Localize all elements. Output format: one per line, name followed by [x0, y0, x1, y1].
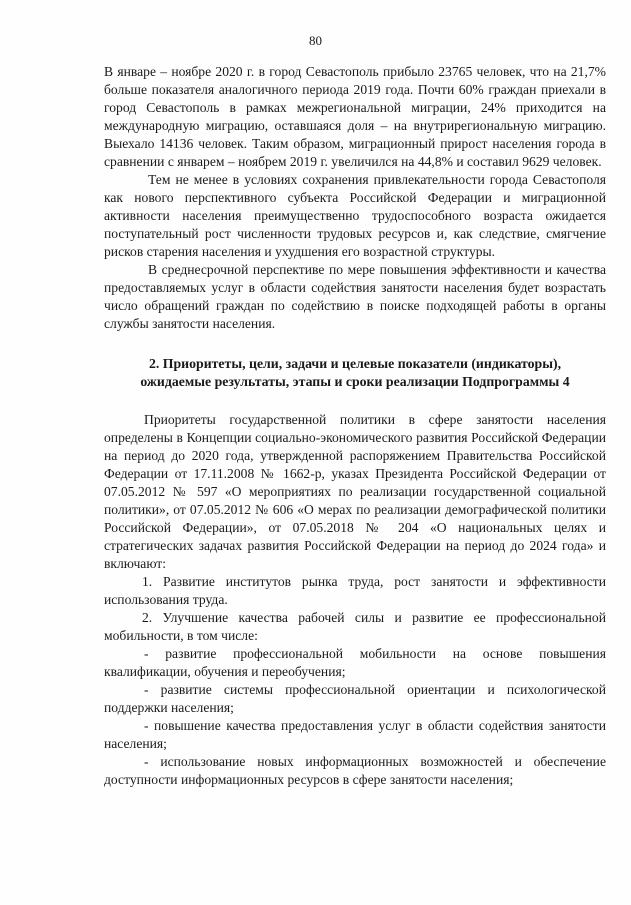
paragraph-medium-term-outlook: В среднесрочной перспективе по мере повышения эффективности и качества предоставляемых услуг в области содействия занятости населения будет возрастать число обращений граждан по содействию в поиске подходящей работы в органы службы занятости населения.	[104, 262, 606, 331]
section-heading-line-1: 2. Приоритеты, цели, задачи и целевые показатели (индикаторы),	[148, 356, 562, 371]
page-content	[104, 63, 606, 789]
sub-list-item: - повышение качества предоставления услуг в области содействия занятости населения;	[104, 718, 606, 751]
sub-list-item: - использование новых информационных возможностей и обеспечение доступности информационных ресурсов в сфере занятости населения;	[104, 754, 606, 787]
paragraph-policy-priorities: Приоритеты государственной политики в сфере занятости населения определены в Концепции социально-экономического развития Российской Федерации на период до 2020 года, утвержденной распоряжением Правительства Российской Федерации от 17.11.2008 № 1662-р, указах Президента Российской Федерации от 07.05.2012 № 597 «О мероприятиях по реализации государственной социальной политики», от 07.05.2012 № 606 «О мерах по реализации демографической политики Российской Федерации», от 07.05.2018 № 204 «О национальных целях и стратегических задачах развития Российской Федерации на период до 2024 года» и включают:	[104, 412, 606, 571]
page-number: 80	[309, 33, 322, 48]
section-heading	[104, 355, 606, 391]
sub-list-item: - развитие профессиональной мобильности на основе повышения квалификации, обучения и переобучения;	[104, 646, 606, 679]
sub-list-item: - развитие системы профессиональной ориентации и психологической поддержки населения;	[104, 682, 606, 715]
list-item: 2. Улучшение качества рабочей силы и развитие ее профессиональной мобильности, в том числе:	[104, 610, 606, 643]
paragraph-labor-resources: Тем не менее в условиях сохранения привлекательности города Севастополя как нового перспективного субъекта Российской Федерации и миграционной активности населения преимущественно трудоспособного возраста ожидается поступательный рост численности трудовых ресурсов и, как следствие, смягчение рисков старения населения и ухудшения его возрастной структуры.	[104, 172, 606, 259]
list-item: 1. Развитие институтов рынка труда, рост занятости и эффективности использования труда.	[104, 574, 606, 607]
section-heading-line-2: ожидаемые результаты, этапы и сроки реализации Подпрограммы 4	[140, 374, 570, 389]
paragraph-migration-stats: В январе – ноябре 2020 г. в город Севастополь прибыло 23765 человек, что на 21,7% больше показателя аналогичного периода 2019 года. Почти 60% граждан приехали в город Севастополь в рамках межрегиональной миграции, 24% приходится на международную миграцию, оставшаяся доля – на внутрирегиональную миграцию. Выехало 14136 человек. Таким образом, миграционный прирост населения города в сравнении с январем – ноябрем 2019 г. увеличился на 44,8% и составил 9629 человек.	[104, 64, 606, 169]
